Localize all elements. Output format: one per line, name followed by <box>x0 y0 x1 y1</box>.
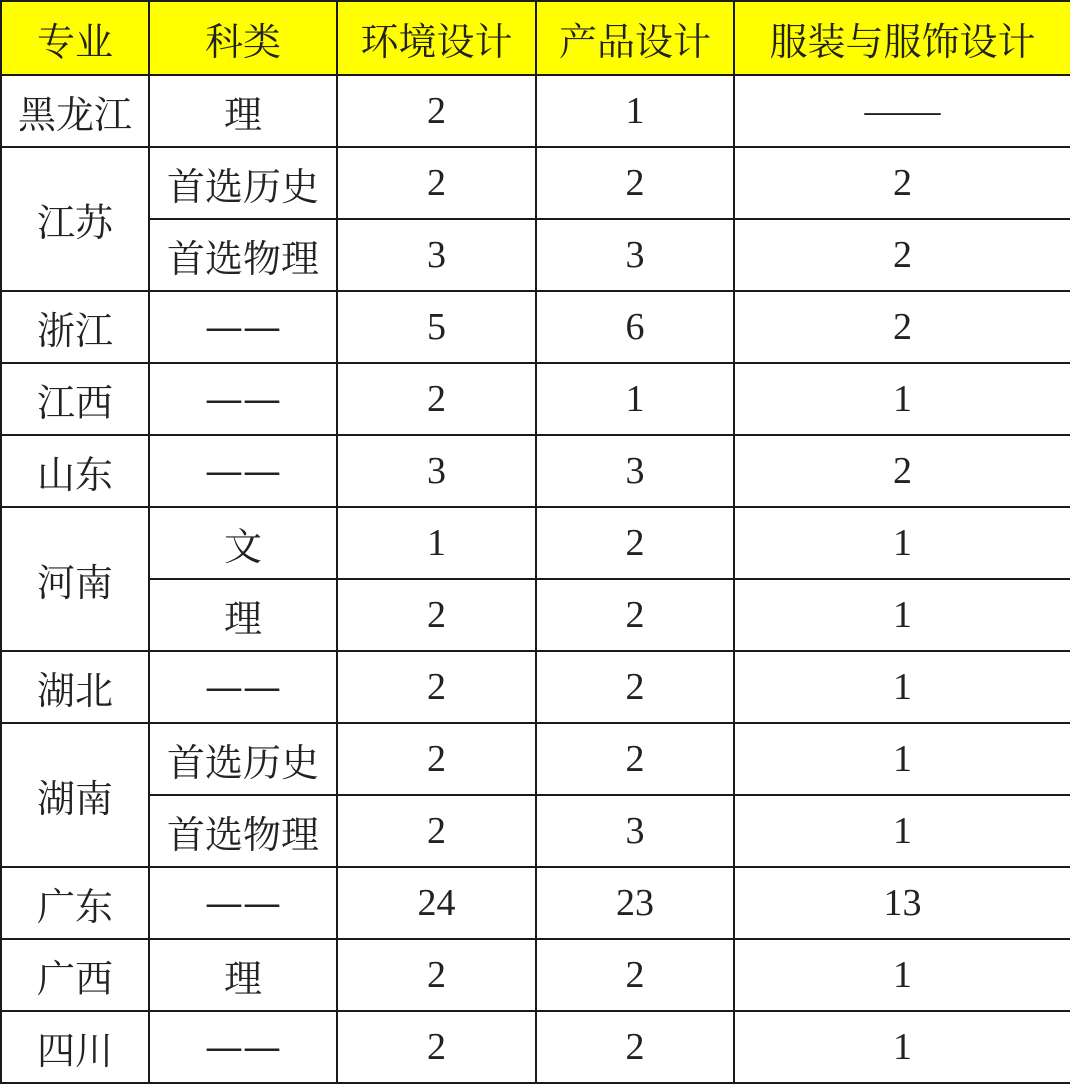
environment-design-cell: 2 <box>337 795 536 867</box>
environment-design-cell: 5 <box>337 291 536 363</box>
environment-design-cell: 2 <box>337 651 536 723</box>
table-header <box>1 1 1070 75</box>
fashion-design-cell: 1 <box>734 363 1070 435</box>
product-design-cell: 2 <box>536 147 734 219</box>
header-product-design: 产品设计 <box>536 1 734 75</box>
subject-cell: 首选历史 <box>149 147 337 219</box>
fashion-design-cell: 2 <box>734 291 1070 363</box>
table-row <box>1 75 1070 147</box>
fashion-design-cell: 13 <box>734 867 1070 939</box>
fashion-design-cell: 1 <box>734 579 1070 651</box>
fashion-design-cell: 2 <box>734 435 1070 507</box>
environment-design-cell: 2 <box>337 1011 536 1083</box>
fashion-design-cell: 1 <box>734 939 1070 1011</box>
subject-cell: —— <box>149 867 337 939</box>
table-row <box>1 147 1070 219</box>
product-design-cell: 2 <box>536 651 734 723</box>
table-row <box>1 219 1070 291</box>
environment-design-cell: 3 <box>337 435 536 507</box>
table-body <box>1 75 1070 1083</box>
province-cell: 广东 <box>1 867 149 939</box>
table-row <box>1 363 1070 435</box>
product-design-cell: 3 <box>536 219 734 291</box>
environment-design-cell: 2 <box>337 723 536 795</box>
subject-cell: —— <box>149 651 337 723</box>
product-design-cell: 3 <box>536 435 734 507</box>
province-cell: 四川 <box>1 1011 149 1083</box>
province-cell: 江苏 <box>1 147 149 291</box>
product-design-cell: 2 <box>536 723 734 795</box>
environment-design-cell: 2 <box>337 363 536 435</box>
table-row <box>1 291 1070 363</box>
subject-cell: 文 <box>149 507 337 579</box>
environment-design-cell: 2 <box>337 579 536 651</box>
fashion-design-cell: —— <box>734 75 1070 147</box>
subject-cell: —— <box>149 291 337 363</box>
environment-design-cell: 24 <box>337 867 536 939</box>
subject-cell: 首选物理 <box>149 219 337 291</box>
product-design-cell: 1 <box>536 75 734 147</box>
environment-design-cell: 3 <box>337 219 536 291</box>
province-cell: 广西 <box>1 939 149 1011</box>
province-cell: 浙江 <box>1 291 149 363</box>
province-cell: 山东 <box>1 435 149 507</box>
product-design-cell: 2 <box>536 939 734 1011</box>
subject-cell: 理 <box>149 939 337 1011</box>
province-cell: 湖南 <box>1 723 149 867</box>
table-row <box>1 867 1070 939</box>
header-major: 专业 <box>1 1 149 75</box>
header-environment-design: 环境设计 <box>337 1 536 75</box>
header-subject-category: 科类 <box>149 1 337 75</box>
product-design-cell: 23 <box>536 867 734 939</box>
province-cell: 江西 <box>1 363 149 435</box>
province-cell: 黑龙江 <box>1 75 149 147</box>
table-row <box>1 939 1070 1011</box>
subject-cell: 理 <box>149 75 337 147</box>
product-design-cell: 3 <box>536 795 734 867</box>
province-cell: 河南 <box>1 507 149 651</box>
subject-cell: 理 <box>149 579 337 651</box>
environment-design-cell: 1 <box>337 507 536 579</box>
table-row <box>1 651 1070 723</box>
product-design-cell: 2 <box>536 1011 734 1083</box>
fashion-design-cell: 1 <box>734 723 1070 795</box>
fashion-design-cell: 1 <box>734 507 1070 579</box>
table-row <box>1 579 1070 651</box>
subject-cell: —— <box>149 1011 337 1083</box>
table-row <box>1 507 1070 579</box>
province-cell: 湖北 <box>1 651 149 723</box>
table-row <box>1 435 1070 507</box>
table-row <box>1 795 1070 867</box>
product-design-cell: 6 <box>536 291 734 363</box>
subject-cell: 首选历史 <box>149 723 337 795</box>
environment-design-cell: 2 <box>337 939 536 1011</box>
header-fashion-design: 服装与服饰设计 <box>734 1 1070 75</box>
table-row <box>1 723 1070 795</box>
product-design-cell: 1 <box>536 363 734 435</box>
subject-cell: —— <box>149 363 337 435</box>
subject-cell: —— <box>149 435 337 507</box>
product-design-cell: 2 <box>536 579 734 651</box>
fashion-design-cell: 1 <box>734 795 1070 867</box>
subject-cell: 首选物理 <box>149 795 337 867</box>
environment-design-cell: 2 <box>337 75 536 147</box>
fashion-design-cell: 1 <box>734 651 1070 723</box>
fashion-design-cell: 1 <box>734 1011 1070 1083</box>
table-row <box>1 1011 1070 1083</box>
environment-design-cell: 2 <box>337 147 536 219</box>
product-design-cell: 2 <box>536 507 734 579</box>
fashion-design-cell: 2 <box>734 219 1070 291</box>
fashion-design-cell: 2 <box>734 147 1070 219</box>
header-row <box>1 1 1070 75</box>
